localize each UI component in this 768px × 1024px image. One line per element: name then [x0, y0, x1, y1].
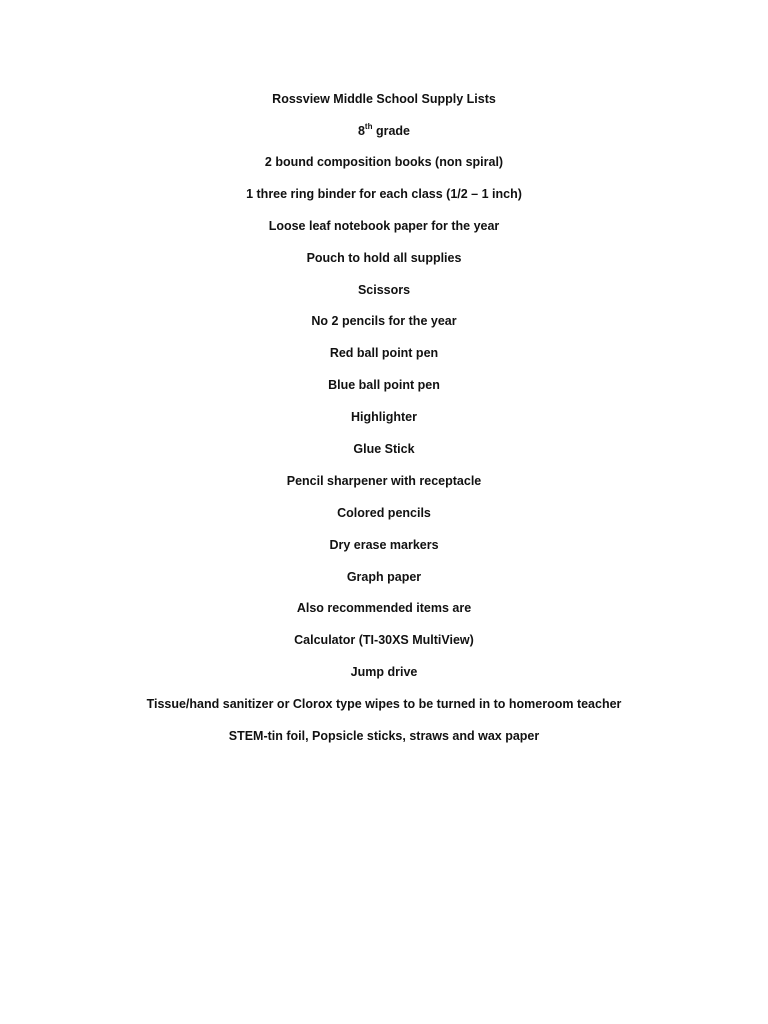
supply-item: Blue ball point pen: [328, 378, 440, 393]
supply-item: Pouch to hold all supplies: [306, 250, 462, 265]
supply-item: Glue Stick: [353, 442, 415, 457]
supply-item: Calculator (TI-30XS MultiView): [294, 633, 474, 648]
supply-item: Jump drive: [350, 665, 418, 680]
supply-item: Highlighter: [351, 410, 417, 425]
supply-item: Graph paper: [346, 569, 422, 584]
supply-item: Tissue/hand sanitizer or Clorox type wipes to be turned in to homeroom teacher: [146, 697, 622, 712]
section-note: Also recommended items are: [296, 601, 472, 616]
grade-heading: [0, 122, 768, 140]
supply-item: Dry erase markers: [329, 537, 439, 552]
document-title: Rossview Middle School Supply Lists: [272, 92, 496, 106]
supply-item: Loose leaf notebook paper for the year: [268, 218, 500, 233]
supply-item: Colored pencils: [337, 505, 431, 520]
supply-item: 2 bound composition books (non spiral): [264, 155, 504, 169]
grade-suffix: th: [364, 121, 373, 131]
supply-item: STEM-tin foil, Popsicle sticks, straws and wax paper: [228, 729, 540, 744]
supply-item: Red ball point pen: [329, 346, 439, 361]
grade-number: 8: [357, 124, 365, 138]
supply-item: Scissors: [357, 282, 411, 297]
grade-word: grade: [375, 124, 411, 138]
supply-item: No 2 pencils for the year: [311, 314, 457, 329]
supply-list: [0, 153, 768, 759]
supply-item: 1 three ring binder for each class (1/2 – 1 inch): [246, 186, 522, 201]
supply-item: Pencil sharpener with receptacle: [286, 473, 482, 488]
